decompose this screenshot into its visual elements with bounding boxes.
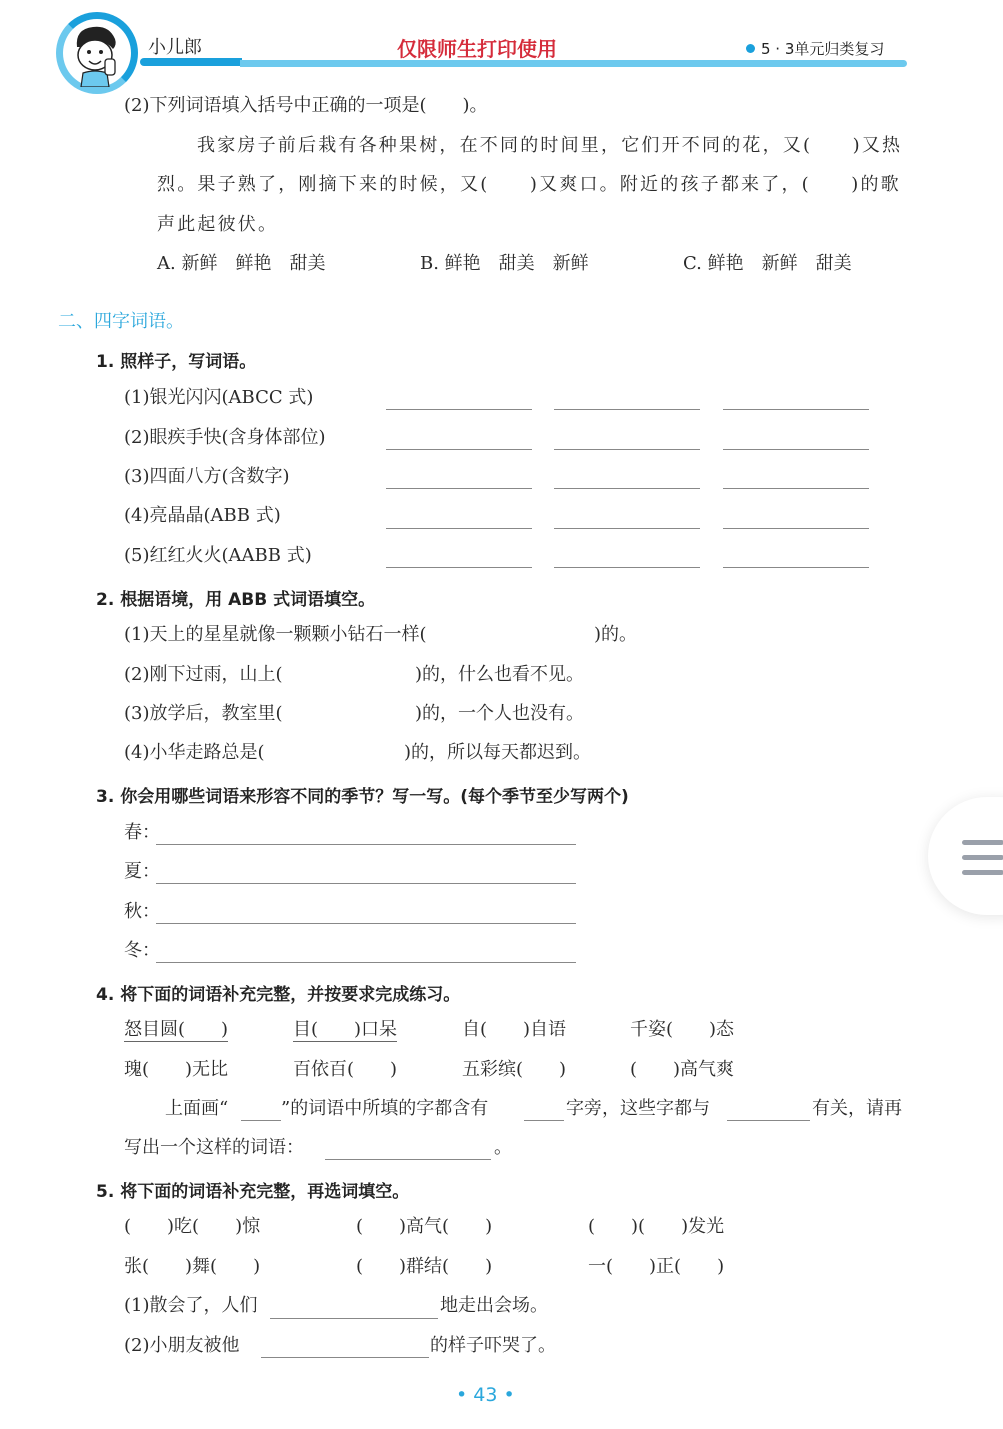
answer-blank[interactable]	[386, 488, 532, 489]
q4-instr: 字旁，这些字都与	[566, 1098, 710, 1119]
q4-instr2: 写出一个这样的词语：	[124, 1137, 304, 1158]
q1-item: (1)银光闪闪(ABCC 式)	[124, 387, 314, 408]
option-a[interactable]: A. 新鲜 鲜艳 甜美	[157, 253, 326, 274]
answer-blank[interactable]	[723, 449, 869, 450]
q2-item-pre: (2)刚下过雨，山上(	[124, 664, 283, 685]
answer-blank[interactable]	[554, 567, 700, 568]
answer-blank[interactable]	[723, 528, 869, 529]
q4-word: 五彩缤( )	[462, 1059, 567, 1080]
q4-instr: ”的词语中所填的字都含有	[281, 1098, 489, 1119]
unit-label	[746, 38, 884, 59]
q5-word: ( )高气( )	[356, 1216, 493, 1237]
option-b[interactable]: B. 鲜艳 甜美 新鲜	[420, 253, 589, 274]
answer-blank[interactable]	[723, 567, 869, 568]
q4-word: 百依百( )	[293, 1059, 398, 1080]
q4-instr: 有关，请再	[812, 1098, 902, 1119]
season-label: 春：	[124, 822, 160, 843]
answer-blank[interactable]	[261, 1357, 429, 1358]
mascot-avatar	[56, 12, 138, 94]
q4-word-underlined: 目( )口呆	[293, 1019, 398, 1040]
q2-item-post: )的，所以每天都迟到。	[404, 742, 592, 763]
q2-item-pre: (1)天上的星星就像一颗颗小钻石一样(	[124, 624, 427, 645]
q5-item-pre: (1)散会了，人们	[124, 1295, 258, 1316]
brand-name: 小儿郎	[148, 37, 202, 58]
q5-item-pre: (2)小朋友被他	[124, 1335, 240, 1356]
q5-word: 一( )正( )	[588, 1256, 725, 1277]
season-blank[interactable]	[156, 883, 576, 884]
q2-item-post: )的。	[594, 624, 638, 645]
q2-item-pre: (3)放学后，教室里(	[124, 703, 283, 724]
q4-title: 4. 将下面的词语补充完整，并按要求完成练习。	[96, 985, 461, 1005]
answer-blank[interactable]	[727, 1120, 810, 1121]
answer-blank[interactable]	[241, 1120, 281, 1121]
q3-title: 3. 你会用哪些词语来形容不同的季节？写一写。(每个季节至少写两个)	[96, 787, 629, 807]
answer-blank[interactable]	[524, 1120, 564, 1121]
q1-title: 1. 照样子，写词语。	[96, 352, 257, 372]
q1-item: (2)眼疾手快(含身体部位)	[124, 427, 326, 448]
season-blank[interactable]	[156, 962, 576, 963]
option-c[interactable]: C. 鲜艳 新鲜 甜美	[683, 253, 852, 274]
q5-word: ( )吃( )惊	[124, 1216, 261, 1237]
q1-item: (4)亮晶晶(ABB 式)	[124, 505, 281, 526]
header-bar-dark	[140, 58, 242, 66]
print-notice: 仅限师生打印使用	[397, 37, 557, 61]
answer-blank[interactable]	[386, 528, 532, 529]
section-title: 二、四字词语。	[58, 311, 184, 332]
q2-item-pre: (4)小华走路总是(	[124, 742, 265, 763]
answer-blank[interactable]	[325, 1159, 491, 1160]
answer-blank[interactable]	[554, 409, 700, 410]
answer-blank[interactable]	[386, 409, 532, 410]
q5-title: 5. 将下面的词语补充完整，再选词填空。	[96, 1182, 410, 1202]
q5-word: ( )( )发光	[588, 1216, 725, 1237]
q4-word: ( )高气爽	[630, 1059, 735, 1080]
answer-blank[interactable]	[554, 449, 700, 450]
q1-item: (3)四面八方(含数字)	[124, 466, 290, 487]
q5-word: 张( )舞( )	[124, 1256, 261, 1277]
q1-item: (5)红红火火(AABB 式)	[124, 545, 312, 566]
answer-blank[interactable]	[554, 528, 700, 529]
q4-word: 瑰( )无比	[124, 1059, 229, 1080]
passage-line: 我家房子前后栽有各种果树，在不同的时间里，它们开不同的花，又( )又热	[197, 135, 903, 156]
answer-blank[interactable]	[723, 409, 869, 410]
page-number: • 43 •	[456, 1384, 515, 1406]
boy-thumbs-up-icon	[63, 19, 131, 87]
q4-word: 千姿( )态	[630, 1019, 735, 1040]
q2-item-post: )的，什么也看不见。	[415, 664, 585, 685]
season-blank[interactable]	[156, 844, 576, 845]
unit-label-text: 5 · 3单元归类复习	[761, 40, 885, 58]
season-label: 冬：	[124, 940, 160, 961]
answer-blank[interactable]	[723, 488, 869, 489]
season-blank[interactable]	[156, 923, 576, 924]
passage-line: 声此起彼伏。	[157, 214, 279, 235]
q2-title: 2. 根据语境，用 ABB 式词语填空。	[96, 590, 376, 610]
answer-blank[interactable]	[554, 488, 700, 489]
q4-word-underlined: 怒目圆( )	[124, 1019, 229, 1040]
q5-item-post: 的样子吓哭了。	[430, 1335, 556, 1356]
q4-instr2-end: 。	[494, 1137, 512, 1158]
question-prompt: (2)下列词语填入括号中正确的一项是( )。	[124, 95, 488, 116]
season-label: 秋：	[124, 901, 160, 922]
season-label: 夏：	[124, 861, 160, 882]
q4-word: 自( )自语	[462, 1019, 567, 1040]
answer-blank[interactable]	[386, 567, 532, 568]
answer-blank[interactable]	[386, 449, 532, 450]
q4-instr: 上面画“	[165, 1098, 229, 1119]
bullet-icon	[746, 44, 755, 53]
q5-word: ( )群结( )	[356, 1256, 493, 1277]
answer-blank[interactable]	[270, 1318, 438, 1319]
q5-item-post: 地走出会场。	[440, 1295, 548, 1316]
q2-item-post: )的，一个人也没有。	[415, 703, 585, 724]
passage-line: 烈。果子熟了，刚摘下来的时候，又( )又爽口。附近的孩子都来了，( )的歌	[157, 174, 901, 195]
header-bar-light	[240, 60, 907, 67]
